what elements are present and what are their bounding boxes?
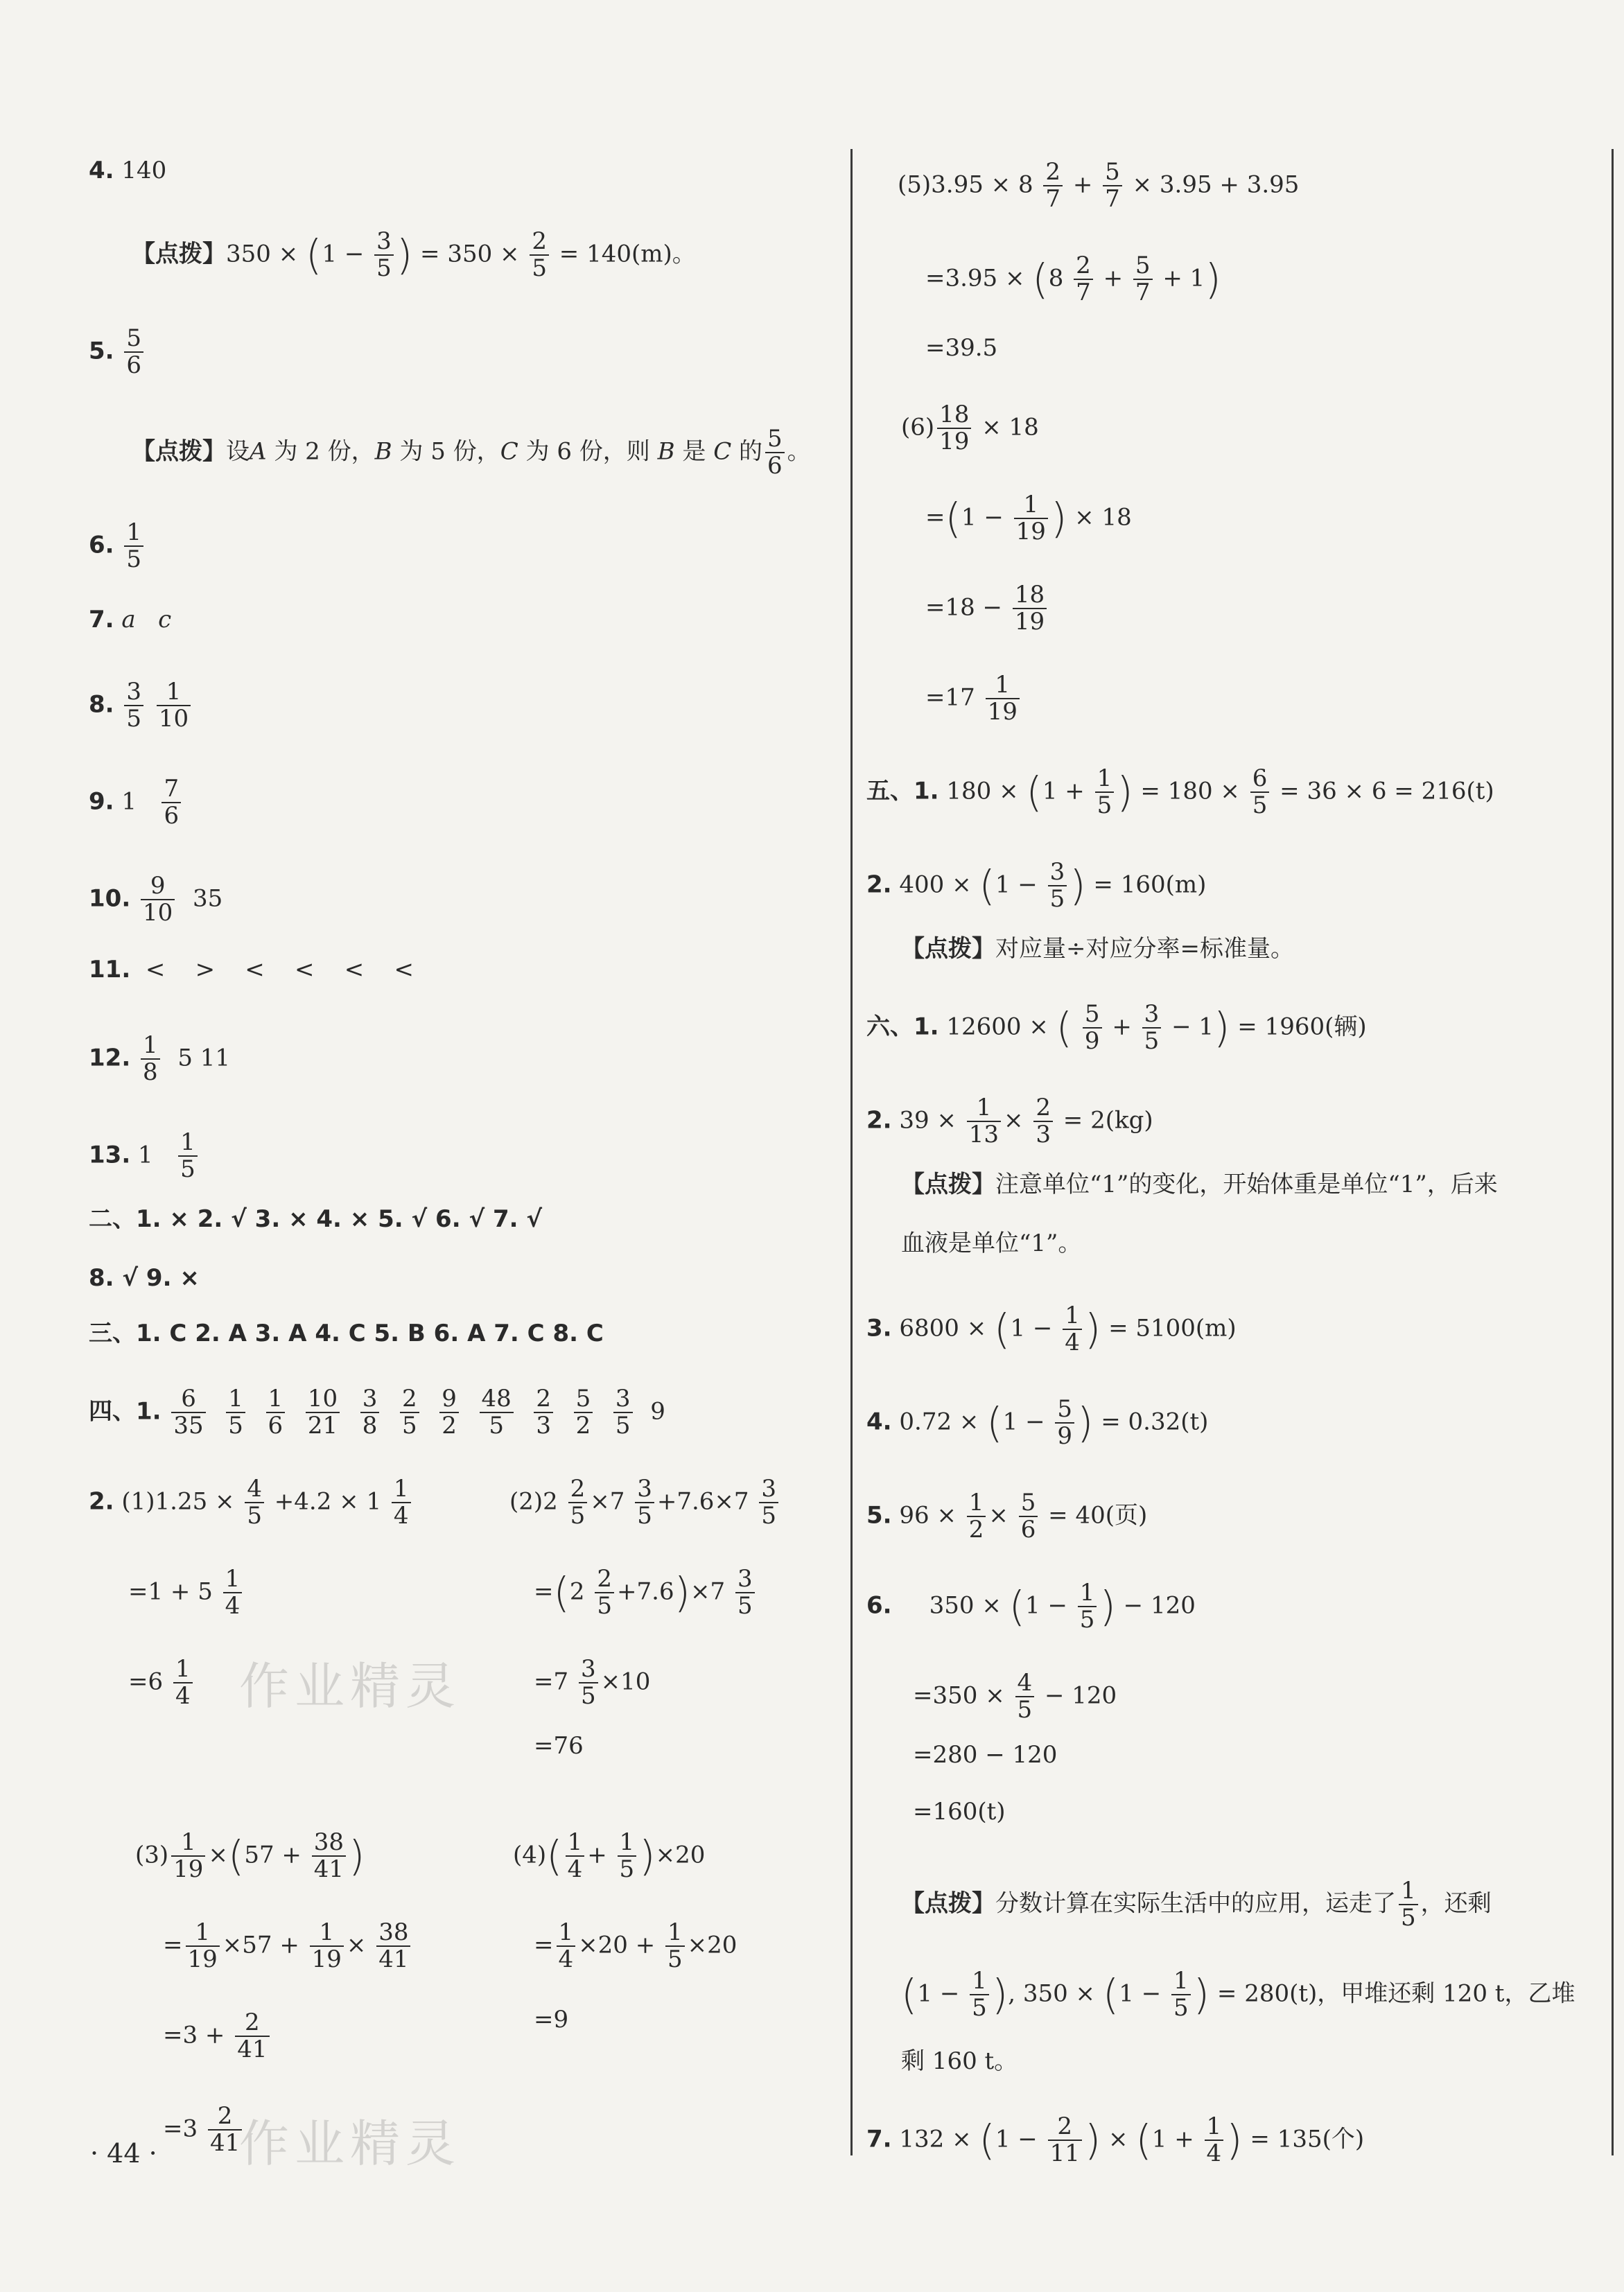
section-6-1: 六、1. 12600 × ( $\frac{5}{9}$ + $\frac{3}{5}$ − 1) = 1960(辆)	[866, 1000, 1367, 1056]
right-column	[849, 0, 1624, 2292]
section-6-3: 3. 6800 × (1 − $\frac{1}{4}$ ) = 5100(m)	[866, 1302, 1237, 1357]
hint-6-2-a: 【点拨】注意单位“1”的变化，开始体重是单位“1”，后来	[901, 1171, 1498, 1198]
calc-1-line-3: =6 $\frac{1}{4}$	[128, 1656, 195, 1710]
calc-3-line-4: =3 $\frac{2}{41}$	[163, 2103, 245, 2157]
hint-6-2-b: 血液是单位“1”。	[901, 1230, 1082, 1257]
hint-5-2: 【点拨】对应量÷对应分率=标准量。	[901, 935, 1294, 963]
answer-7: 7. a c	[89, 606, 172, 633]
hint-6-6-c: 剩 160 t。	[901, 2047, 1018, 2075]
calc-6-line-4: =17 $\frac{1}{19}$	[925, 672, 1022, 726]
hint-5: 【点拨】设A 为 2 份，B 为 5 份，C 为 6 份，则 B 是 C 的 $\frac{5}{6}$ 。	[132, 425, 811, 480]
calc-6-6-line-4: =160(t)	[913, 1798, 1006, 1826]
calc-2-line-2: =(2 $\frac{2}{5}$ +7.6)×7 $\frac{3}{5}$	[534, 1566, 758, 1620]
answer-8: 8. $\frac{3}{5}$ $\frac{1}{10}$	[89, 679, 193, 733]
calc-5-line-3: =39.5	[925, 334, 998, 362]
calc-2-line-1: (2)2 $\frac{2}{5}$ ×7 $\frac{3}{5}$ +7.6×7 $\frac{3}{5}$	[509, 1476, 781, 1530]
calc-6-6-line-3: =280 − 120	[913, 1741, 1058, 1769]
watermark-2: 作业精灵	[239, 2115, 462, 2173]
calc-6-line-2: =(1 − $\frac{1}{19}$ ) × 18	[925, 491, 1132, 546]
watermark-1: 作业精灵	[239, 1657, 462, 1715]
section-6-7: 7. 132 × (1 − $\frac{2}{11}$ ) × (1 + $\frac{1}{4}$ ) = 135(个)	[866, 2112, 1365, 2168]
answer-13: 13. 1 $\frac{1}{5}$	[89, 1130, 200, 1183]
section-5-2: 2. 400 × (1 − $\frac{3}{5}$ ) = 160(m)	[866, 858, 1207, 913]
hint-6-6-b: (1 − $\frac{1}{5}$ ), 350 × (1 − $\frac{1}{5}$ ) = 280(t)，甲堆还剩 120 t，乙堆	[901, 1967, 1575, 2022]
calc-3-line-1: (3) $\frac{1}{19}$ ×(57 + $\frac{38}{41}$ )	[135, 1828, 365, 1884]
calc-1-line-1: 2. (1)1.25 × $\frac{4}{5}$ +4.2 × 1 $\frac{1}{4}$	[89, 1476, 414, 1530]
calc-5-line-1: (5)3.95 × 8 $\frac{2}{7}$ + $\frac{5}{7}$ × 3.95 + 3.95	[898, 158, 1300, 213]
section-6-6: 6. 350 × (1 − $\frac{1}{5}$ ) − 120	[866, 1579, 1196, 1634]
section-6-4: 4. 0.72 × (1 − $\frac{5}{9}$ ) = 0.32(t)	[866, 1395, 1209, 1451]
calc-6-line-3: =18 − $\frac{18}{19}$	[925, 582, 1049, 636]
answer-5: 5. $\frac{5}{6}$	[89, 326, 146, 379]
calc-4-line-1: (4)( $\frac{1}{4}$ + $\frac{1}{5}$ )×20	[513, 1828, 706, 1884]
calc-3-line-2: = $\frac{1}{19}$ ×57 + $\frac{1}{19}$ × $\frac{38}{41}$	[163, 1920, 413, 1973]
calc-3-line-3: =3 + $\frac{2}{41}$	[163, 2010, 272, 2063]
calc-6-line-1: (6) $\frac{18}{19}$ × 18	[901, 401, 1039, 456]
calc-2-line-3: =7 $\frac{3}{5}$ ×10	[534, 1655, 651, 1711]
section-3: 三、1. C 2. A 3. A 4. C 5. B 6. A 7. C 8. C	[89, 1320, 604, 1347]
hint-4: 【点拨】350 × (1 − $\frac{3}{5}$ ) = 350 × $\frac{2}{5}$ = 140(m)。	[132, 227, 696, 283]
calc-2-line-4: =76	[534, 1732, 584, 1760]
answer-9: 9. 1 $\frac{7}{6}$	[89, 776, 184, 830]
answer-4: 4. 140	[89, 157, 167, 184]
calc-6-6-line-2: =350 × $\frac{4}{5}$ − 120	[913, 1669, 1117, 1724]
section-4-1: 四、1. $\frac{6}{35}$ $\frac{1}{5}$ $\frac{1}{6}$ $\frac{10}{21}$ $\frac{3}{8}$ $\frac{2}{5}$ $\frac{9}{2}$ $\frac{48}{5}$ $\frac{2}{3}$ $\frac{5}{2}$ $\frac{3}{5}$ 9	[89, 1385, 665, 1440]
calc-5-line-2: =3.95 × (8 $\frac{2}{7}$ + $\frac{5}{7}$ + 1)	[925, 252, 1221, 307]
page-number: · 44 ·	[90, 2138, 157, 2169]
section-6-2: 2. 39 × $\frac{1}{13}$ × $\frac{2}{3}$ = 2(kg)	[866, 1094, 1153, 1149]
answer-6: 6. $\frac{1}{5}$	[89, 520, 146, 573]
section-6-5: 5. 96 × $\frac{1}{2}$ × $\frac{5}{6}$ = 40(页)	[866, 1489, 1148, 1544]
hint-6-6-a: 【点拨】分数计算在实际生活中的应用，运走了 $\frac{1}{5}$ ，还剩	[901, 1877, 1492, 1932]
answer-11: 11. < > < < < <	[89, 956, 414, 983]
answer-12: 12. $\frac{1}{8}$ 5 11	[89, 1031, 231, 1087]
section-2-line-1: 二、1. × 2. √ 3. × 4. × 5. √ 6. √ 7. √	[89, 1205, 543, 1233]
section-5-1: 五、1. 180 × (1 + $\frac{1}{5}$ ) = 180 × $\frac{6}{5}$ = 36 × 6 = 216(t)	[866, 764, 1494, 820]
answer-10: 10. $\frac{9}{10}$ 35	[89, 872, 223, 927]
calc-1-line-2: =1 + 5 $\frac{1}{4}$	[128, 1566, 245, 1620]
calc-4-line-3: =9	[534, 2006, 569, 2033]
section-2-line-2: 8. √ 9. ×	[89, 1264, 200, 1292]
calc-4-line-2: = $\frac{1}{4}$ ×20 + $\frac{1}{5}$ ×20	[534, 1918, 737, 1974]
